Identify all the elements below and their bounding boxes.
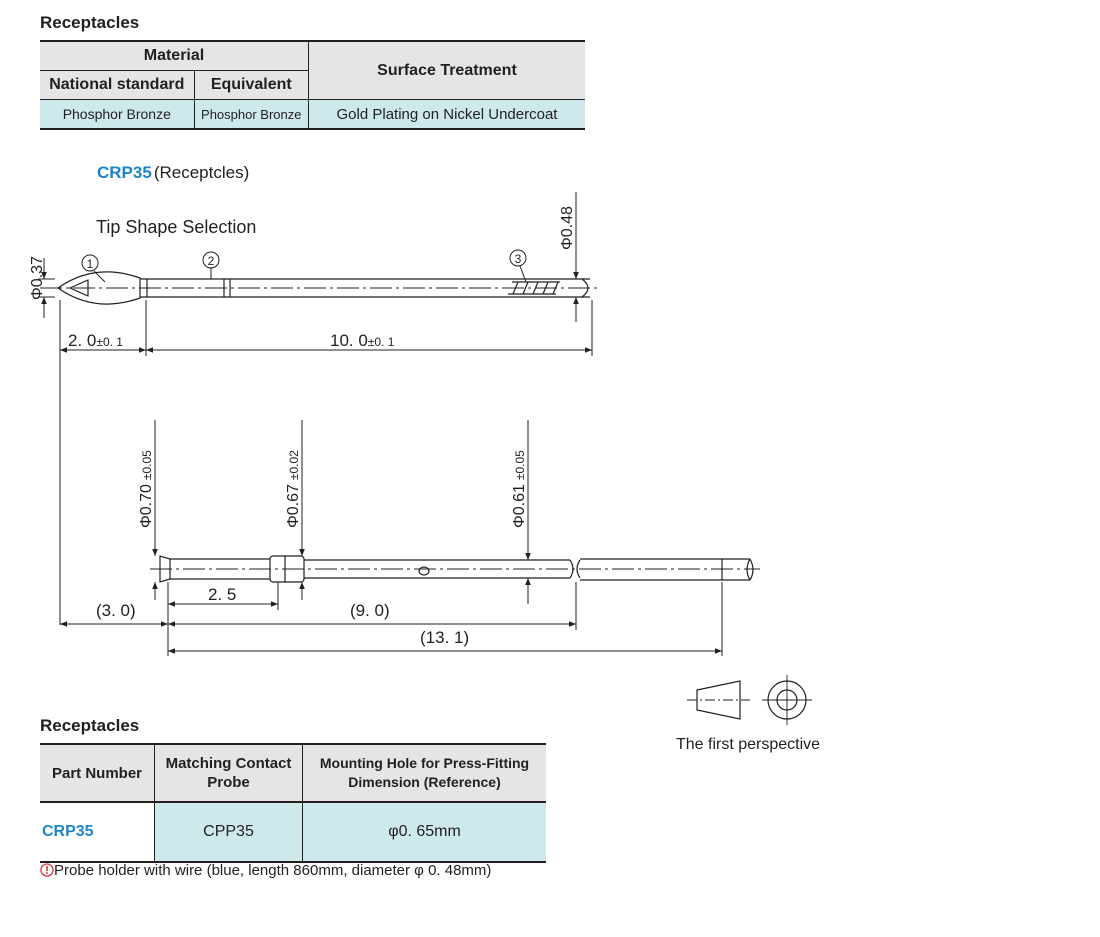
dim-tip-length-tol: ±0. 1	[96, 335, 123, 349]
callouts	[82, 250, 526, 282]
perspective-label: The first perspective	[676, 736, 821, 753]
dim-end-diameter: Φ0.48	[559, 206, 576, 250]
dim-body-length	[330, 331, 395, 350]
matching-probe-header-line1: Matching Contact	[165, 755, 292, 772]
equivalent-header: Equivalent	[194, 71, 308, 100]
dim-tip-length-value: 2. 0	[68, 331, 97, 350]
warning-icon	[40, 863, 54, 877]
dim-3-0: (3. 0)	[96, 601, 136, 620]
surface-treatment-value: Gold Plating on Nickel Undercoat	[308, 100, 585, 130]
national-standard-value: Phosphor Bronze	[40, 100, 194, 130]
tip-shape-label: Tip Shape Selection	[96, 217, 257, 237]
dim-9-0: (9. 0)	[350, 601, 390, 620]
drawing-part-code: CRP35	[97, 163, 152, 182]
probe-holder-note-text: Probe holder with wire (blue, length 860mm, diameter φ 0. 48mm)	[54, 862, 492, 879]
dim-body-length-value: 10. 0	[330, 331, 368, 350]
callout-1-label: 1	[86, 257, 94, 271]
lower-pin	[150, 556, 760, 582]
dim-d070	[138, 450, 155, 528]
dim-body-length-tol: ±0. 1	[367, 335, 395, 349]
dim-13-1: (13. 1)	[420, 628, 470, 647]
receptacles-table	[40, 743, 546, 863]
dim-d070-value: Φ0.70	[138, 484, 155, 528]
callout-3-label: 3	[514, 252, 522, 266]
dim-tip-diameter: Φ0.37	[29, 256, 46, 300]
lower-dimensions	[60, 420, 722, 656]
mounting-hole-header	[303, 744, 547, 802]
upper-pin	[40, 272, 600, 304]
lower-pin-hole	[419, 567, 429, 575]
matching-probe-header-line2: Probe	[207, 774, 250, 791]
dim-d067-value: Φ0.67	[285, 484, 302, 528]
projection-symbol	[687, 675, 812, 725]
dim-d061-tol: ±0.05	[513, 450, 527, 481]
part-number-header: Part Number	[40, 744, 155, 802]
mounting-hole-header-line1: Mounting Hole for Press-Fitting	[319, 755, 530, 771]
dim-d067-tol: ±0.02	[287, 450, 301, 481]
matching-probe-header	[155, 744, 303, 802]
callout-2-label: 2	[207, 254, 215, 268]
surface-treatment-header: Surface Treatment	[308, 41, 585, 100]
material-section-title: Receptacles	[40, 13, 140, 32]
mounting-hole-cell: φ0. 65mm	[303, 802, 547, 862]
drawing-part-desc: (Receptcles)	[153, 163, 250, 182]
equivalent-value: Phosphor Bronze	[194, 100, 308, 130]
matching-probe-cell: CPP35	[155, 802, 303, 862]
dim-d070-tol: ±0.05	[140, 450, 154, 481]
dim-d067	[285, 450, 302, 528]
dim-d061	[511, 450, 528, 528]
probe-holder-note	[40, 862, 491, 879]
part-number-cell: CRP35	[40, 802, 155, 862]
receptacles-section-title: Receptacles	[40, 716, 140, 735]
dim-tip-length	[68, 331, 123, 350]
mounting-hole-header-line2: Dimension (Reference)	[348, 774, 501, 790]
drawing-title	[97, 163, 249, 182]
national-standard-header: National standard	[40, 71, 194, 100]
material-header: Material	[40, 41, 308, 71]
table-row	[40, 802, 546, 862]
dim-2-5: 2. 5	[208, 585, 237, 604]
dim-d061-value: Φ0.61	[511, 484, 528, 528]
